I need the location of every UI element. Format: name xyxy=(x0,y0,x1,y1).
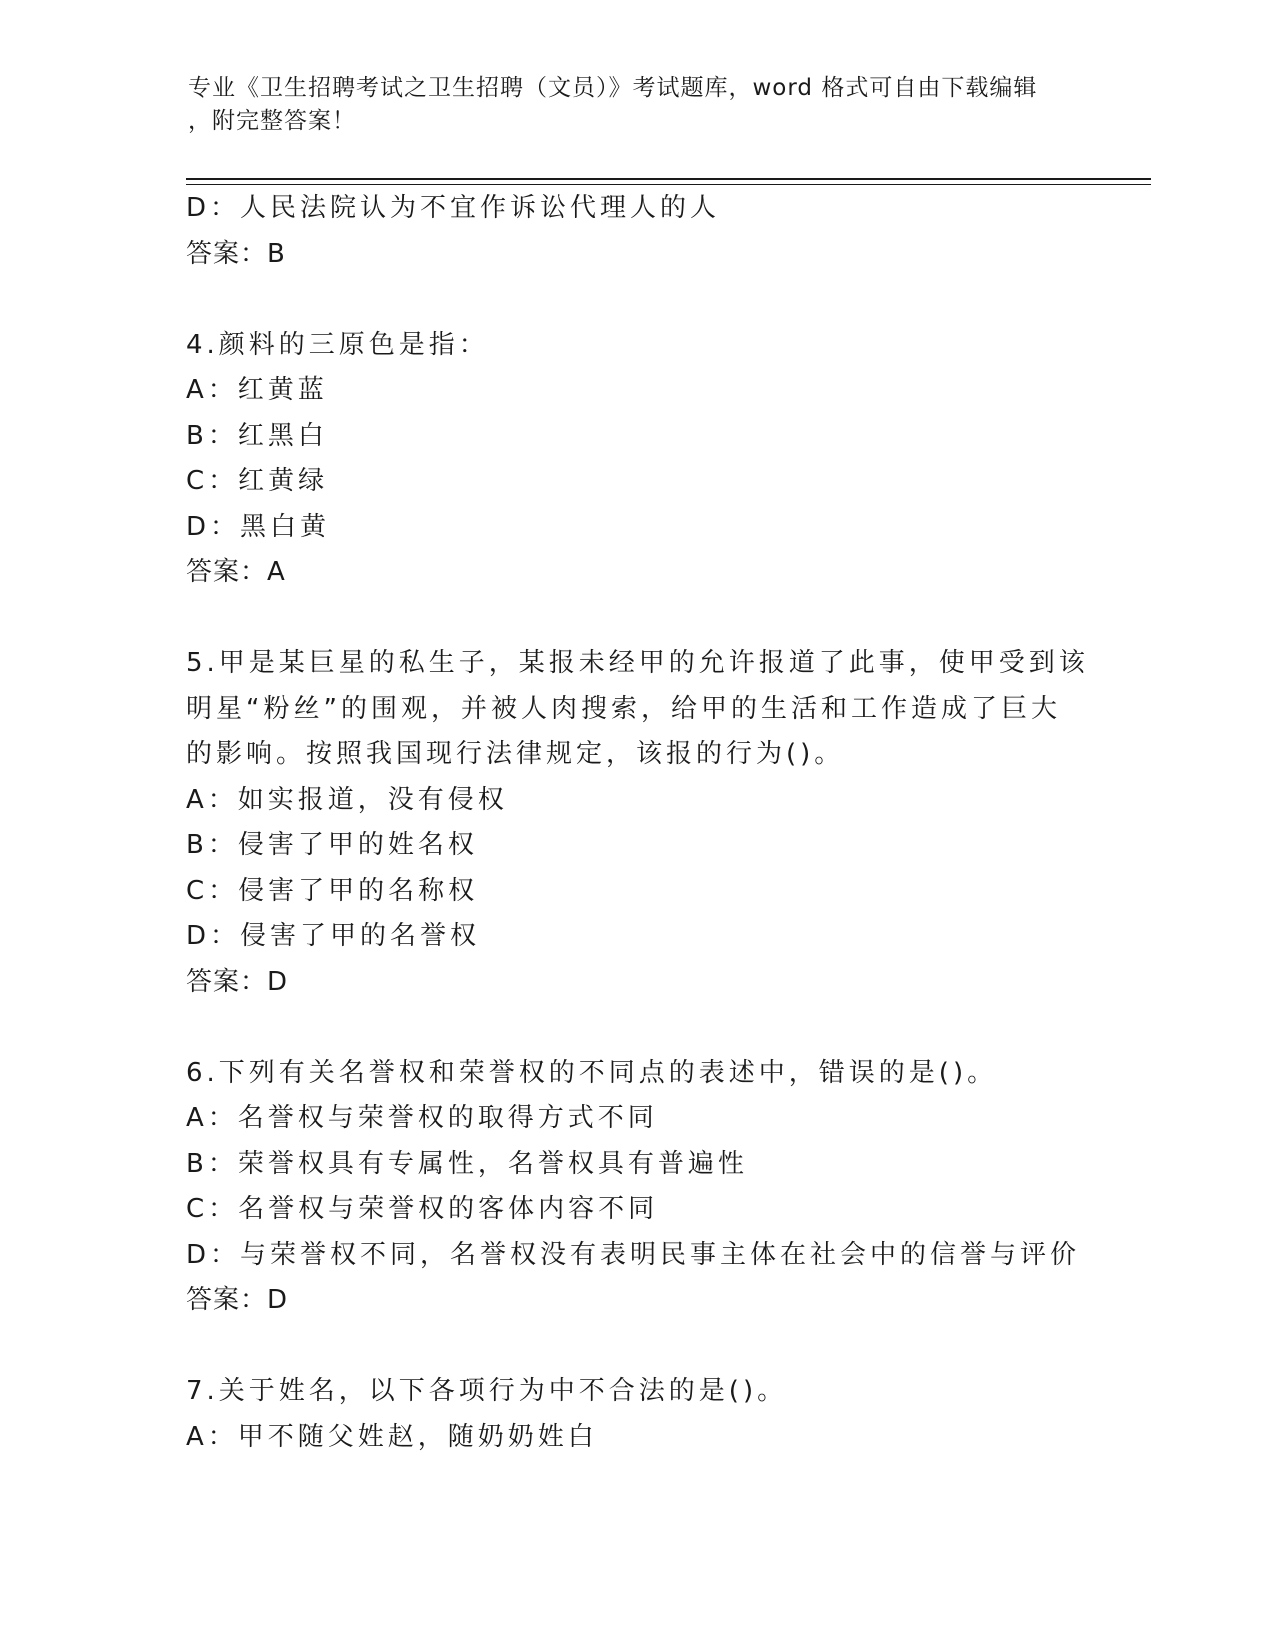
answer-line: 答案：D xyxy=(186,1285,289,1315)
question-list xyxy=(186,186,1089,1460)
question-stem: 6.下列有关名誉权和荣誉权的不同点的表述中，错误的是()。 xyxy=(186,1057,998,1088)
option-b: B：红黑白 xyxy=(186,420,328,451)
answer-line: 答案：A xyxy=(186,557,286,587)
option-a: A：如实报道，没有侵权 xyxy=(186,784,508,815)
option-d: D：黑白黄 xyxy=(186,511,331,542)
spacer xyxy=(186,596,1086,642)
question-stem: 5.甲是某巨星的私生子，某报未经甲的允许报道了此事，使甲受到该 xyxy=(186,648,1089,678)
document-header xyxy=(188,72,1068,138)
option-d: D：人民法院认为不宜作诉讼代理人的人 xyxy=(186,193,721,223)
question-4 xyxy=(186,323,1086,596)
question-7 xyxy=(186,1369,1086,1460)
option-c: C：名誉权与荣誉权的客体内容不同 xyxy=(186,1194,659,1224)
question-stem: 7.关于姓名，以下各项行为中不合法的是()。 xyxy=(186,1376,788,1406)
spacer xyxy=(186,1324,1086,1370)
question-stem: 的影响。按照我国现行法律规定，该报的行为()。 xyxy=(186,739,845,769)
header-divider-thin xyxy=(186,184,1151,185)
question-stem: 4.颜料的三原色是指： xyxy=(186,329,489,360)
answer-line: 答案：D xyxy=(186,966,289,997)
option-c: C：红黄绿 xyxy=(186,466,329,496)
question-5 xyxy=(186,641,1089,1005)
header-divider-thick xyxy=(186,178,1151,180)
header-line-1: 专业《卫生招聘考试之卫生招聘（文员）》考试题库，word 格式可自由下载编辑 xyxy=(188,75,1038,101)
header-line-2: ，附完整答案！ xyxy=(188,108,356,134)
question-6 xyxy=(186,1051,1086,1324)
option-a: A：红黄蓝 xyxy=(186,375,328,405)
option-b: B：荣誉权具有专属性，名誉权具有普遍性 xyxy=(186,1148,748,1179)
spacer xyxy=(186,277,1086,323)
option-b: B：侵害了甲的姓名权 xyxy=(186,830,478,860)
question-stem: 明星“粉丝”的围观，并被人肉搜索，给甲的生活和工作造成了巨大 xyxy=(186,693,1061,724)
option-a: A：甲不随父姓赵，随奶奶姓白 xyxy=(186,1421,598,1452)
option-d: D：与荣誉权不同，名誉权没有表明民事主体在社会中的信誉与评价 xyxy=(186,1239,1081,1270)
spacer xyxy=(186,1005,1086,1051)
answer-line: 答案：B xyxy=(186,238,286,269)
option-c: C：侵害了甲的名称权 xyxy=(186,875,479,906)
option-d: D：侵害了甲的名誉权 xyxy=(186,921,481,951)
option-a: A：名誉权与荣誉权的取得方式不同 xyxy=(186,1103,658,1133)
